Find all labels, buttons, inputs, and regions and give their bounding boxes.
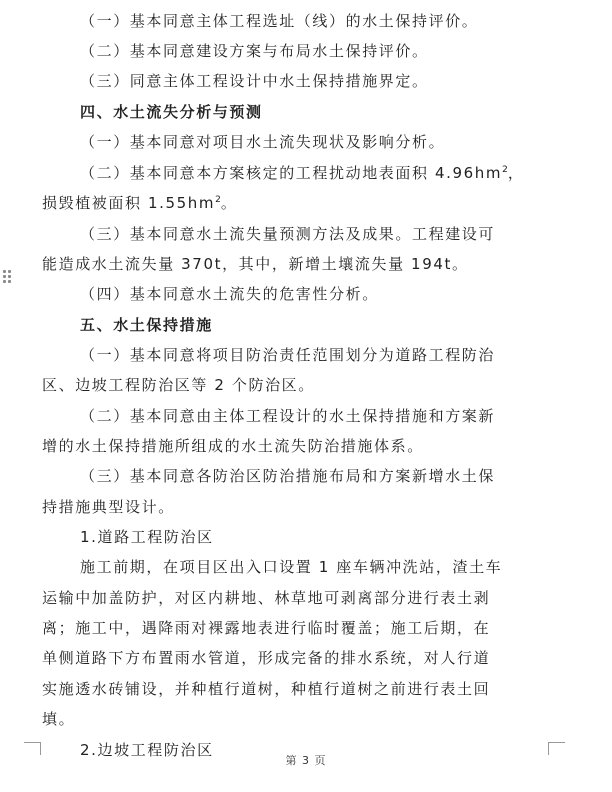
paragraph-text: 损毁植被面积 1.55hm [42,194,216,212]
subheading: 1.道路工程防治区 [80,528,214,546]
paragraph-line: （一）基本同意主体工程选址（线）的水土保持评价。 [80,12,479,30]
page-footer: 第 3 页 [285,754,327,767]
paragraph-line: 离；施工中，遇降雨对裸露地表进行临时覆盖；施工后期，在 [42,619,491,637]
paragraph-line: （四）基本同意水土流失的危害性分析。 [80,285,379,303]
paragraph-text: （二）基本同意本方案核定的工程扰动地表面积 4.96hm [80,164,503,182]
section-heading: 四、水土流失分析与预测 [80,103,263,121]
paragraph-line: 区、边坡工程防治区等 2 个防治区。 [42,376,315,394]
paragraph-line: 施工前期，在项目区出入口设置 1 座车辆冲洗站，渣土车 [80,558,503,576]
paragraph-text: ， [507,164,525,182]
drag-handle-icon[interactable] [3,270,11,284]
paragraph-line: （三）基本同意各防治区防治措施布局和方案新增水土保 [80,467,496,485]
subheading: 2.边坡工程防治区 [80,741,214,759]
paragraph-line: （一）基本同意将项目防治责任范围划分为道路工程防治 [80,346,496,364]
section-heading: 五、水土保持措施 [80,316,213,334]
paragraph-line: （一）基本同意对项目水土流失现状及影响分析。 [80,133,446,151]
paragraph-line: 实施透水砖铺设，并种植行道树，种植行道树之前进行表土回 [42,680,491,698]
paragraph-line: 填。 [42,710,76,728]
paragraph-line: 单侧道路下方布置雨水管道，形成完备的排水系统，对人行道 [42,649,491,667]
paragraph-line [42,188,237,218]
paragraph-line: （三）同意主体工程设计中水土保持措施界定。 [80,72,429,90]
paragraph-text: 。 [220,194,238,212]
paragraph-line: 运输中加盖防护，对区内耕地、林草地可剥离部分进行表土剥 [42,589,491,607]
paragraph-line: （二）基本同意建设方案与布局水土保持评价。 [80,42,429,60]
paragraph-line: （二）基本同意由主体工程设计的水土保持措施和方案新 [80,407,496,425]
paragraph-line: 增的水土保持措施所组成的水土流失防治措施体系。 [42,437,424,455]
paragraph-line [80,158,524,188]
paragraph-line: 持措施典型设计。 [42,498,175,516]
superscript: 2 [215,195,221,205]
paragraph-line: 能造成水土流失量 370t，其中，新增土壤流失量 194t。 [42,255,469,273]
superscript: 2 [502,165,508,175]
paragraph-line: （三）基本同意水土流失量预测方法及成果。工程建设可 [80,225,496,243]
